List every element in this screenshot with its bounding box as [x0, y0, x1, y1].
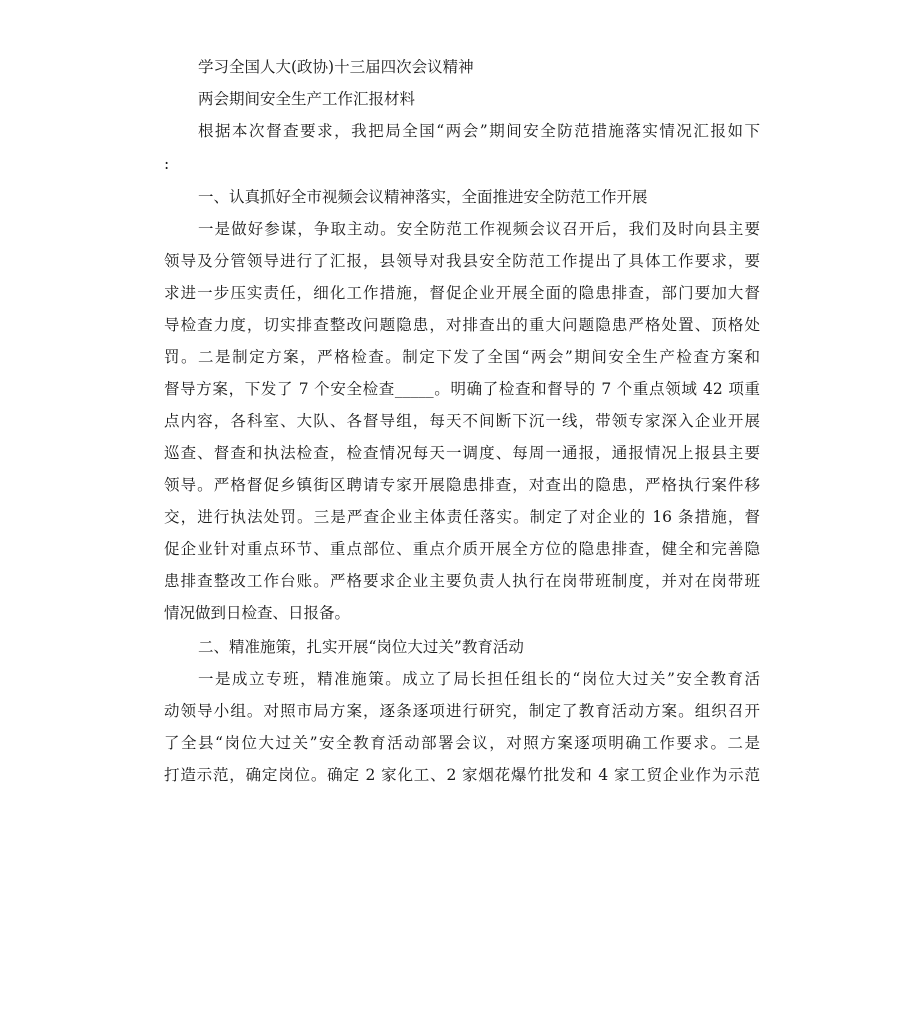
section-heading: 一、认真抓好全市视频会议精神落实，全面推进安全防范工作开展	[198, 188, 648, 206]
paragraph-line: 求进一步压实责任，细化工作措施，督促企业开展全面的隐患排查，部门要加大督	[164, 284, 760, 302]
paragraph-line: 一是做好参谋，争取主动。安全防范工作视频会议召开后，我们及时向县主要	[198, 220, 760, 238]
paragraph-line: 导检查力度，切实排查整改问题隐患，对排查出的重大问题隐患严格处置、顶格处	[164, 316, 760, 334]
paragraph-line: 情况做到日检查、日报备。	[164, 604, 351, 622]
paragraph-line: 交，进行执法处罚。三是严查企业主体责任落实。制定了对企业的 16 条措施，督	[164, 508, 760, 526]
paragraph-line: 领导。严格督促乡镇街区聘请专家开展隐患排查，对查出的隐患，严格执行案件移	[164, 476, 760, 494]
paragraph-line: 打造示范，确定岗位。确定 2 家化工、2 家烟花爆竹批发和 4 家工贸企业作为示范	[164, 766, 760, 784]
paragraph-line: 根据本次督查要求，我把局全国“两会”期间安全防范措施落实情况汇报如下	[198, 122, 760, 140]
document-subtitle: 两会期间安全生产工作汇报材料	[198, 90, 416, 108]
paragraph-line: 患排查整改工作台账。严格要求企业主要负责人执行在岗带班制度，并对在岗带班	[164, 572, 760, 590]
paragraph-line: 点内容，各科室、大队、各督导组，每天不间断下沉一线，带领专家深入企业开展	[164, 412, 760, 430]
section-heading: 二、精准施策，扎实开展“岗位大过关”教育活动	[198, 638, 524, 656]
paragraph-line: 促企业针对重点环节、重点部位、重点介质开展全方位的隐患排查，健全和完善隐	[164, 540, 760, 558]
paragraph-line: 罚。二是制定方案，严格检查。制定下发了全国“两会”期间安全生产检查方案和	[164, 348, 760, 366]
paragraph-line: 一是成立专班，精准施策。成立了局长担任组长的“岗位大过关”安全教育活	[198, 670, 760, 688]
paragraph-line: 督导方案，下发了 7 个安全检查_____。明确了检查和督导的 7 个重点领域 42 项重	[164, 380, 760, 398]
paragraph-line: 动领导小组。对照市局方案，逐条逐项进行研究，制定了教育活动方案。组织召开	[164, 702, 760, 720]
paragraph-line: 巡查、督查和执法检查，检查情况每天一调度、每周一通报，通报情况上报县主要	[164, 444, 760, 462]
paragraph-line: 领导及分管领导进行了汇报，县领导对我县安全防范工作提出了具体工作要求，要	[164, 252, 760, 270]
paragraph-line: 了全县“岗位大过关”安全教育活动部署会议，对照方案逐项明确工作要求。二是	[164, 734, 760, 752]
paragraph-line: :	[164, 155, 170, 173]
document-title: 学习全国人大(政协)十三届四次会议精神	[198, 58, 474, 76]
